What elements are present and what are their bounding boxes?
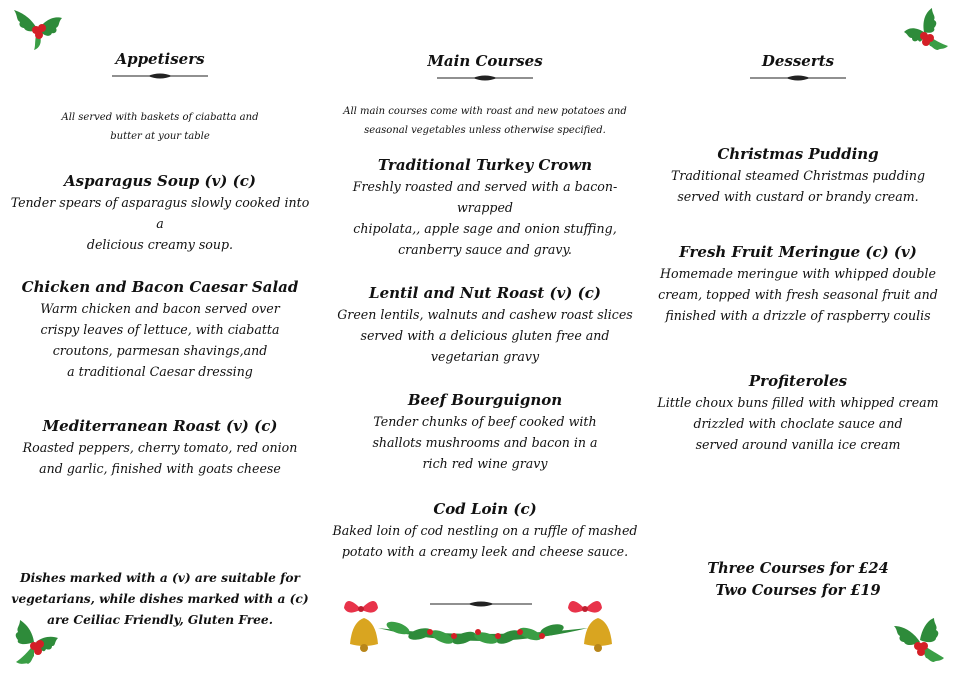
dish-title: Fresh Fruit Meringue (c) (v) xyxy=(679,243,917,261)
dish-asparagus-soup: Asparagus Soup (v) (c) Tender spears of asparagus slowly cooked into a delicious creamy soup. xyxy=(10,172,310,252)
main-courses-column xyxy=(330,52,640,562)
dish-title: Mediterranean Roast (v) (c) xyxy=(42,417,278,435)
main-courses-note: All main courses come with roast and new potatoes and seasonal vegetables unless otherwise specified. xyxy=(343,106,627,136)
price-two-courses: Two Courses for £19 xyxy=(715,582,881,599)
holly-icon-top-right xyxy=(902,6,950,58)
dish-title: Lentil and Nut Roast (v) (c) xyxy=(369,284,601,302)
dish-title: Beef Bourguignon xyxy=(407,391,563,409)
dish-title: Christmas Pudding xyxy=(717,145,879,163)
dish-title: Chicken and Bacon Caesar Salad xyxy=(21,278,299,296)
dish-mediterranean-roast: Mediterranean Roast (v) (c) Roasted peppers, cherry tomato, red onion and garlic, finished with goats cheese xyxy=(10,415,310,479)
dish-beef-bourguignon: Beef Bourguignon Tender chunks of beef cooked with shallots mushrooms and bacon in a rich red wine gravy xyxy=(330,389,640,474)
dish-turkey-crown: Traditional Turkey Crown Freshly roasted and served with a bacon-wrapped chipolata,, apple sage and onion stuffing, cranberry sauce and gravy. xyxy=(330,154,640,260)
flourish-divider-icon xyxy=(748,74,848,82)
dish-profiteroles: Profiteroles Little choux buns filled with whipped cream drizzled with choclate sauce and served around vanilla ice cream xyxy=(648,370,948,455)
appetisers-heading: Appetisers xyxy=(115,50,205,68)
dish-christmas-pudding: Christmas Pudding Traditional steamed Christmas pudding served with custard or brandy cream. xyxy=(648,143,948,207)
appetisers-column xyxy=(10,50,310,631)
garland-icon xyxy=(378,619,588,647)
main-courses-heading: Main Courses xyxy=(427,52,543,70)
desserts-heading: Desserts xyxy=(761,52,835,70)
holly-icon-top-left xyxy=(12,6,64,52)
flourish-divider-icon xyxy=(110,72,210,80)
dish-lentil-nut-roast: Lentil and Nut Roast (v) (c) Green lentils, walnuts and cashew roast slices served with a delicious gluten free and vegetarian gravy xyxy=(330,282,640,367)
dietary-key-note: Dishes marked with a (v) are suitable for vegetarians, while dishes marked with a (c) are Ceiliac Friendly, Gluten Free. xyxy=(11,571,309,627)
appetisers-note: All served with baskets of ciabatta and butter at your table xyxy=(61,112,259,142)
holly-icon-bottom-right xyxy=(892,616,946,666)
dish-caesar-salad: Chicken and Bacon Caesar Salad Warm chicken and bacon served over crispy leaves of lettuce, with ciabatta croutons, parmesan shavings,and a traditional Caesar dressing xyxy=(10,276,310,382)
course-prices xyxy=(648,558,948,602)
dish-fruit-meringue: Fresh Fruit Meringue (c) (v) Homemade meringue with whipped double cream, topped with fresh seasonal fruit and finished with a drizzle of raspberry coulis xyxy=(648,241,948,326)
desserts-column xyxy=(648,52,948,602)
dish-cod-loin: Cod Loin (c) Baked loin of cod nestling on a ruffle of mashed potato with a creamy leek and cheese sauce. xyxy=(330,498,640,562)
price-three-courses: Three Courses for £24 xyxy=(707,560,889,577)
dish-title: Cod Loin (c) xyxy=(433,500,537,518)
flourish-divider-icon xyxy=(435,74,535,82)
dish-title: Traditional Turkey Crown xyxy=(377,156,593,174)
dish-title: Profiteroles xyxy=(748,372,848,390)
dish-title: Asparagus Soup (v) (c) xyxy=(64,172,256,190)
christmas-bells-garland xyxy=(338,592,624,658)
